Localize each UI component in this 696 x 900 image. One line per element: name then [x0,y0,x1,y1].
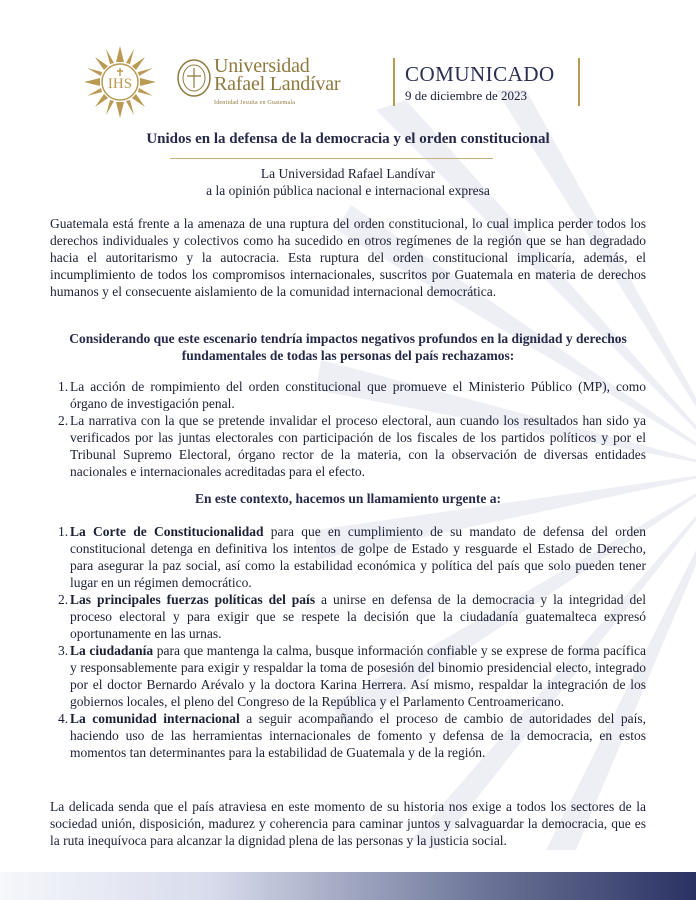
list-item-text: La acción de rompimiento del orden constitucional que promueve el Ministerio Público (MP), como órgano de investigación penal. [70,379,646,411]
appeal-heading: En este contexto, hacemos un llamamiento urgente a: [195,491,501,506]
list-item [50,591,646,642]
university-crest-icon [176,58,212,98]
list-item-subject: La ciudadanía [70,643,154,658]
list-item-number: 1. [58,524,69,539]
considering-heading: Considerando que este escenario tendría impactos negativos profundos en la dignidad y derechos fundamentales de todas las personas del país rechazamos: [69,331,627,363]
list-item-number: 2. [58,413,69,428]
jesuit-sun-emblem-icon [84,44,156,120]
list-item [50,523,646,591]
rejection-list [50,378,646,480]
document-title: Unidos en la defensa de la democracia y el orden constitucional [146,131,550,147]
footer-gradient-bar [0,872,696,900]
list-item-text: a unirse en defensa de la democracia y la integridad del proceso electoral y para exigir que se respete la decisión que la ciudadanía guatemalteca expresó oportunamente en las urnas. [70,592,647,641]
list-item [50,710,646,761]
list-item [50,378,646,412]
list-item-number: 1. [58,379,69,394]
list-item [50,412,646,480]
university-tagline: Identidad Jesuita en Guatemala [214,100,296,106]
list-item-number: 2. [58,592,69,607]
list-item-number: 4. [58,711,69,726]
university-name [214,57,340,112]
list-item-text: a seguir acompañando el proceso de cambio de autoridades del país, haciendo uso de las herramientas internacionales de fomento y defensa de la democracia, en estos momentos tan determinantes para la estabilidad de Guatemala y de la región. [70,711,646,760]
list-item-subject: La Corte de Constitucionalidad [70,524,264,539]
document-type-label: COMUNICADO [405,62,555,86]
svg-text:IHS: IHS [107,76,133,92]
list-item-number: 3. [58,643,69,658]
list-item-text: para que en cumplimiento de su mandato de defensa del orden constitucional detenga en definitiva los intentos de golpe de Estado y resguarde el Estado de Derecho, para asegurar la paz social, así como la estabilidad económica y política del país que solo pueden tener lugar en un régimen democrático. [70,524,646,590]
header-divider-right [578,58,580,106]
subtitle-line-2: a la opinión pública nacional e internacional expresa [206,183,490,198]
intro-paragraph: Guatemala está frente a la amenaza de una ruptura del orden constitucional, lo cual implica perder todos los derechos individuales y colectivos como ha sucedido en otros regímenes de la región que se han degradado hacia el autoritarismo y la autocracia. Esta ruptura del orden constitucional implicaría, además, el incumplimiento de todos los compromisos internacionales, suscritos por Guatemala en materia de derechos humanos y el consecuente aislamiento de la comunidad internacional democrática. [50,216,646,299]
document-date: 9 de diciembre de 2023 [405,88,528,103]
list-item [50,642,646,710]
university-name-line2: Rafael Landívar [214,73,341,95]
appeal-list [50,523,646,761]
title-divider [170,158,493,159]
subtitle-line-1: La Universidad Rafael Landívar [260,166,436,181]
closing-paragraph: La delicada senda que el país atraviesa en este momento de su historia nos exige a todos los sectores de la sociedad unión, disposición, madurez y coherencia para caminar juntos y salvaguardar la democracia, que es la ruta inequívoca para alcanzar la dignidad plena de las personas y la justicia social. [50,799,646,848]
list-item-text: La narrativa con la que se pretende invalidar el proceso electoral, aun cuando los resultados han sido ya verificados por las juntas electorales con participación de los fiscales de los partidos políticos y por el Tribunal Supremo Electoral, órgano rector de la materia, con la observación de diversas entidades nacionales e internacionales acreditadas para el efecto. [70,413,646,479]
university-name-line1: Universidad [214,55,310,77]
list-item-subject: Las principales fuerzas políticas del país [70,592,316,607]
list-item-subject: La comunidad internacional [70,711,240,726]
header-divider-left [393,58,395,106]
list-item-text: para que mantenga la calma, busque información confiable y se exprese de forma pacífica y responsablemente para exigir y respaldar la toma de posesión del binomio presidencial electo, integrado por el doctor Bernardo Arévalo y la doctora Karina Herrera. Así mismo, respaldar la integración de los gobiernos locales, el pleno del Congreso de la República y el Parlamento Centroamericano. [70,643,646,709]
